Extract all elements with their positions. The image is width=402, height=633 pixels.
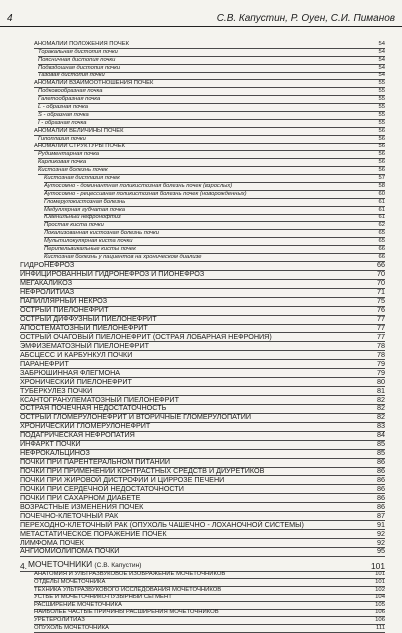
toc-entry-page: 54	[378, 72, 385, 79]
toc-entry-title: КСАНТОГРАНУЛЕМАТОЗНЫЙ ПИЕЛОНЕФРИТ	[20, 395, 179, 404]
toc-entry-page: 77	[377, 331, 385, 341]
toc-entry-page: 76	[377, 305, 385, 315]
section-author: (С.В. Капустин)	[94, 561, 142, 569]
toc-entry-page: 65	[378, 230, 385, 237]
toc-entry-page: 105	[375, 601, 385, 608]
toc-entry-title: Кистозная болезнь у пациентов на хроническом диализе	[44, 253, 202, 260]
toc-entry[interactable]	[44, 238, 385, 246]
toc-entry-page: 77	[377, 314, 385, 324]
toc-entry[interactable]	[38, 49, 385, 57]
toc-entry[interactable]	[34, 625, 385, 633]
toc-entry-page: 86	[377, 501, 385, 511]
toc-entry-page: 92	[377, 537, 385, 547]
toc-entry-title: АНАТОМИЯ И УЛЬТРАЗВУКОВОЕ ИЗОБРАЖЕНИЕ МОЧЕТОЧНИКОВ	[34, 571, 226, 578]
toc-entry-title: S - образная почка	[38, 111, 89, 118]
toc-entry-page: 54	[378, 40, 385, 47]
toc-main-list	[0, 41, 402, 557]
toc-entry[interactable]	[38, 112, 385, 120]
toc-entry-page: 61	[378, 206, 385, 213]
toc-entry-title: АНГИОМИОЛИПОМА ПОЧКИ	[20, 547, 120, 556]
toc-entry-title: ПОДАГРИЧЕСКАЯ НЕФРОПАТИЯ	[20, 431, 135, 440]
toc-entry[interactable]	[38, 136, 385, 144]
toc-entry-title: ПОЧКИ ПРИ ПАРЕНТЕРАЛЬНОМ ПИТАНИИ	[20, 458, 171, 467]
toc-entry[interactable]	[20, 548, 385, 557]
toc-entry-page: 86	[377, 492, 385, 502]
toc-entry-title: ОСТРЫЙ ГЛОМЕРУЛОНЕФРИТ И ВТОРИЧНЫЕ ГЛОМЕРУЛОПАТИИ	[20, 413, 252, 422]
toc-entry-title: НАИБОЛЕЕ ЧАСТЫЕ ПРИЧИНЫ РАСШИРЕНИЯ МОЧЕТОЧНИКОВ	[34, 609, 219, 616]
toc-entry-title: НЕФРОЛИТИАЗ	[20, 288, 75, 297]
toc-entry-page: 55	[378, 80, 385, 87]
toc-entry-page: 86	[377, 483, 385, 493]
toc-entry-title: ПОЧКИ ПРИ ПРИМЕНЕНИИ КОНТРАСТНЫХ СРЕДСТВ И ДИУРЕТИКОВ	[20, 467, 265, 476]
toc-entry-title: Аутосомно - доминантная поликистозная болезнь почек (взрослых)	[44, 182, 233, 189]
toc-entry-page: 102	[375, 586, 385, 593]
toc-entry-title: ГИДРОНЕФРОЗ	[20, 261, 75, 270]
toc-entry-title: ХРОНИЧЕСКИЙ ГЛОМЕРУЛОНЕФРИТ	[20, 422, 151, 431]
toc-entry-page: 84	[377, 430, 385, 440]
toc-entry-page: 75	[377, 296, 385, 306]
toc-entry-title: ЛИМФОМА ПОЧЕК	[20, 538, 84, 547]
toc-entry-title: АНОМАЛИИ ПОЛОЖЕНИЯ ПОЧЕК	[34, 40, 129, 47]
toc-entry[interactable]	[44, 183, 385, 191]
toc-entry-page: 77	[377, 323, 385, 333]
toc-entry-page: 61	[378, 198, 385, 205]
toc-entry[interactable]	[44, 230, 385, 238]
toc-entry[interactable]	[38, 159, 385, 167]
toc-entry-title: Карликовая почка	[38, 159, 87, 166]
toc-entry-title: Галетообразная почка	[38, 96, 101, 103]
toc-entry-title: ТУБЕРКУЛЕЗ ПОЧКИ	[20, 386, 93, 395]
table-of-contents	[0, 41, 402, 633]
toc-entry-title: МЕГАКАЛИКОЗ	[20, 279, 73, 288]
toc-entry-title: ОСТРЫЙ ОЧАГОВЫЙ ПИЕЛОНЕФРИТ (ОСТРАЯ ЛОБАРНАЯ НЕФРОНИЯ)	[20, 332, 272, 341]
toc-entry-title: АНОМАЛИИ ВЕЛИЧИНЫ ПОЧЕК	[34, 127, 124, 134]
toc-entry-page: 60	[378, 190, 385, 197]
toc-entry-title: Медуллярная губчатая почка	[44, 206, 125, 213]
toc-entry-page: 55	[378, 96, 385, 103]
toc-entry-title: Гипоплазия почки	[38, 135, 86, 142]
toc-entry-title: Перипельвикальные кисты почек	[44, 246, 136, 253]
toc-entry-title: ПАРАНЕФРИТ	[20, 359, 69, 368]
toc-entry[interactable]	[44, 246, 385, 254]
toc-entry-page: 56	[378, 127, 385, 134]
toc-entry[interactable]	[38, 151, 385, 159]
toc-entry-page: 106	[375, 617, 385, 624]
section-title: МОЧЕТОЧНИКИ	[28, 558, 93, 569]
toc-entry-page: 56	[378, 167, 385, 174]
toc-entry-page: 79	[377, 358, 385, 368]
toc-entry-page: 62	[378, 222, 385, 229]
toc-entry-title: ХРОНИЧЕСКИЙ ПИЕЛОНЕФРИТ	[20, 377, 132, 386]
toc-section-list	[0, 572, 402, 633]
toc-entry-page: 61	[378, 214, 385, 221]
toc-entry-page: 56	[378, 159, 385, 166]
toc-entry-page: 55	[378, 104, 385, 111]
toc-entry-page: 70	[377, 278, 385, 288]
toc-entry-title: Поясничная дистопия почки	[38, 56, 116, 63]
toc-entry-page: 71	[377, 287, 385, 297]
toc-entry-page: 106	[375, 609, 385, 616]
toc-entry-title: Ювенильный нефронофтиз	[44, 214, 121, 221]
toc-entry-page: 70	[377, 269, 385, 279]
toc-entry-page: 111	[376, 624, 385, 631]
toc-entry[interactable]	[44, 207, 385, 215]
toc-entry-page: 101	[375, 579, 385, 586]
toc-entry-page: 85	[377, 439, 385, 449]
toc-entry[interactable]	[38, 65, 385, 73]
toc-entry[interactable]	[44, 222, 385, 230]
toc-entry-page: 56	[378, 143, 385, 150]
toc-entry-page: 86	[377, 466, 385, 476]
toc-entry-title: ВОЗРАСТНЫЕ ИЗМЕНЕНИЯ ПОЧЕК	[20, 502, 144, 511]
toc-entry-title: РАСШИРЕНИЕ МОЧЕТОЧНИКА	[34, 601, 122, 608]
toc-entry[interactable]	[38, 167, 385, 175]
toc-entry-title: АБСЦЕСС И КАРБУНКУЛ ПОЧКИ	[20, 350, 133, 359]
toc-entry-title: L - образная почка	[38, 104, 89, 111]
toc-entry-page: 66	[377, 260, 385, 270]
toc-entry-title: Кистозная дисплазия почек	[44, 175, 120, 182]
toc-entry-page: 80	[377, 376, 385, 386]
toc-entry-page: 87	[377, 510, 385, 520]
toc-entry-title: ОТДЕЛЫ МОЧЕТОЧНИКА	[34, 579, 106, 586]
toc-section-heading[interactable]	[20, 558, 385, 572]
toc-entry-title: ПОЧКИ ПРИ СЕРДЕЧНОЙ НЕДОСТАТОЧНОСТИ	[20, 484, 184, 493]
toc-entry-title: ОСТРЫЙ ПИЕЛОНЕФРИТ	[20, 306, 109, 315]
toc-entry-title: Простая киста почки	[44, 222, 104, 229]
toc-entry-page: 54	[378, 64, 385, 71]
section-number: 4.	[20, 560, 27, 571]
toc-entry-page: 55	[378, 88, 385, 95]
toc-entry[interactable]	[34, 128, 385, 136]
toc-entry-title: Тазовая дистопия почки	[38, 72, 105, 79]
toc-entry-page: 78	[377, 340, 385, 350]
toc-entry-title: АПОСТЕМАТОЗНЫЙ ПИЕЛОНЕФРИТ	[20, 324, 148, 333]
toc-entry-page: 82	[377, 403, 385, 413]
toc-entry-page: 79	[377, 367, 385, 377]
toc-entry-title: АНОМАЛИИ СТРУКТУРЫ ПОЧЕК	[34, 143, 125, 150]
toc-entry-page: 92	[377, 528, 385, 538]
toc-entry-title: Торакальная дистопия почки	[38, 48, 118, 55]
toc-entry[interactable]	[38, 73, 385, 81]
toc-entry-title: УСТЬЕ И МОЧЕТОЧНИКО-ПУЗЫРНЫЙ СЕГМЕНТ	[34, 594, 172, 601]
toc-entry[interactable]	[44, 199, 385, 207]
toc-entry[interactable]	[34, 41, 385, 49]
toc-entry-title: ИНФАРКТ ПОЧКИ	[20, 440, 81, 449]
toc-entry-title: ПОЧКИ ПРИ ЖИРОВОЙ ДИСТРОФИИ И ЦИРРОЗЕ ПЕЧЕНИ	[20, 475, 225, 484]
toc-entry-page: 82	[377, 412, 385, 422]
toc-entry-page: 101	[375, 571, 385, 578]
toc-entry-page: 86	[377, 474, 385, 484]
toc-entry-page: 58	[378, 182, 385, 189]
toc-entry-page: 56	[378, 151, 385, 158]
toc-entry-page: 95	[377, 546, 385, 556]
toc-entry-title: ИНФИЦИРОВАННЫЙ ГИДРОНЕФРОЗ И ПИОНЕФРОЗ	[20, 270, 205, 279]
toc-entry-title: Подвздошная дистопия почки	[38, 64, 121, 71]
toc-entry-title: I - образная почка	[38, 119, 87, 126]
toc-entry-title: УРЕТЕРОЛИТИАЗ	[34, 617, 85, 624]
toc-entry[interactable]	[34, 80, 385, 88]
section-page: 101	[371, 560, 385, 571]
toc-entry-title: НЕФРОКАЛЬЦИНОЗ	[20, 449, 90, 458]
toc-entry-title: ЭМФИЗЕМАТОЗНЫЙ ПИЕЛОНЕФРИТ	[20, 341, 150, 350]
toc-entry-title: Подковообразная почка	[38, 88, 103, 95]
toc-entry-title: Рудиментарная почка	[38, 151, 100, 158]
toc-entry-title: МЕТАСТАТИЧЕСКОЕ ПОРАЖЕНИЕ ПОЧЕК	[20, 529, 167, 538]
running-header-authors: С.В. Капустин, Р. Оуен, С.И. Пиманов	[216, 13, 395, 24]
toc-entry-page: 91	[377, 519, 385, 529]
toc-entry-page: 86	[377, 457, 385, 467]
toc-entry-title: ПЕРЕХОДНО-КЛЕТОЧНЫЙ РАК (ОПУХОЛЬ ЧАШЕЧНО - ЛОХАНОЧНОЙ СИСТЕМЫ)	[20, 520, 304, 529]
header-divider	[0, 26, 402, 27]
toc-entry-page: 55	[378, 111, 385, 118]
toc-entry-title: ОСТРАЯ ПОЧЕЧНАЯ НЕДОСТАТОЧНОСТЬ	[20, 404, 167, 413]
toc-entry-title: Гломерулокистозная болезнь	[44, 198, 126, 205]
page-number: 4	[7, 13, 13, 24]
toc-entry-page: 82	[377, 394, 385, 404]
toc-entry[interactable]	[38, 104, 385, 112]
toc-entry-title: ПОЧКИ ПРИ САХАРНОМ ДИАБЕТЕ	[20, 493, 141, 502]
toc-entry-page: 81	[377, 385, 385, 395]
toc-entry-title: АНОМАЛИИ ВЗАИМООТНОШЕНИЯ ПОЧЕК	[34, 80, 154, 87]
toc-entry-page: 78	[377, 349, 385, 359]
toc-entry-page: 56	[378, 135, 385, 142]
toc-entry-page: 54	[378, 48, 385, 55]
toc-entry-page: 65	[378, 238, 385, 245]
toc-entry-page: 66	[378, 246, 385, 253]
toc-entry-title: Кистозная болезнь почек	[38, 167, 108, 174]
toc-entry[interactable]	[44, 215, 385, 223]
toc-entry-title: ОПУХОЛЬ МОЧЕТОЧНИКА	[34, 624, 109, 631]
toc-entry-page: 55	[378, 119, 385, 126]
toc-entry-title: Аутосомно - рецессивная поликистозная болезнь почек (новорожденных)	[44, 190, 247, 197]
toc-entry[interactable]	[38, 88, 385, 96]
toc-entry[interactable]	[38, 96, 385, 104]
toc-entry-title: ОСТРЫЙ ДИФФУЗНЫЙ ПИЕЛОНЕФРИТ	[20, 315, 157, 324]
toc-entry-title: ПОЧЕЧНО-КЛЕТОЧНЫЙ РАК	[20, 511, 119, 520]
toc-entry-page: 66	[378, 253, 385, 260]
toc-entry[interactable]	[38, 57, 385, 65]
toc-entry-title: Мультилокулярная киста почки	[44, 238, 133, 245]
toc-entry-page: 85	[377, 448, 385, 458]
toc-entry-title: Локализованная кистозная болезнь почки	[44, 230, 159, 237]
toc-entry-title: ТЕХНИКА УЛЬТРАЗВУКОВОГО ИССЛЕДОВАНИЯ МОЧЕТОЧНИКОВ	[34, 586, 222, 593]
toc-entry-page: 57	[378, 175, 385, 182]
toc-entry[interactable]	[44, 175, 385, 183]
toc-entry-page: 54	[378, 56, 385, 63]
toc-entry[interactable]	[38, 120, 385, 128]
toc-entry-page: 83	[377, 421, 385, 431]
toc-entry-page: 104	[375, 594, 385, 601]
toc-entry[interactable]	[44, 191, 385, 199]
toc-entry-title: ЗАБРЮШИННАЯ ФЛЕГМОНА	[20, 368, 121, 377]
toc-entry[interactable]	[34, 144, 385, 152]
toc-entry-title: ПАПИЛЛЯРНЫЙ НЕКРОЗ	[20, 297, 108, 306]
